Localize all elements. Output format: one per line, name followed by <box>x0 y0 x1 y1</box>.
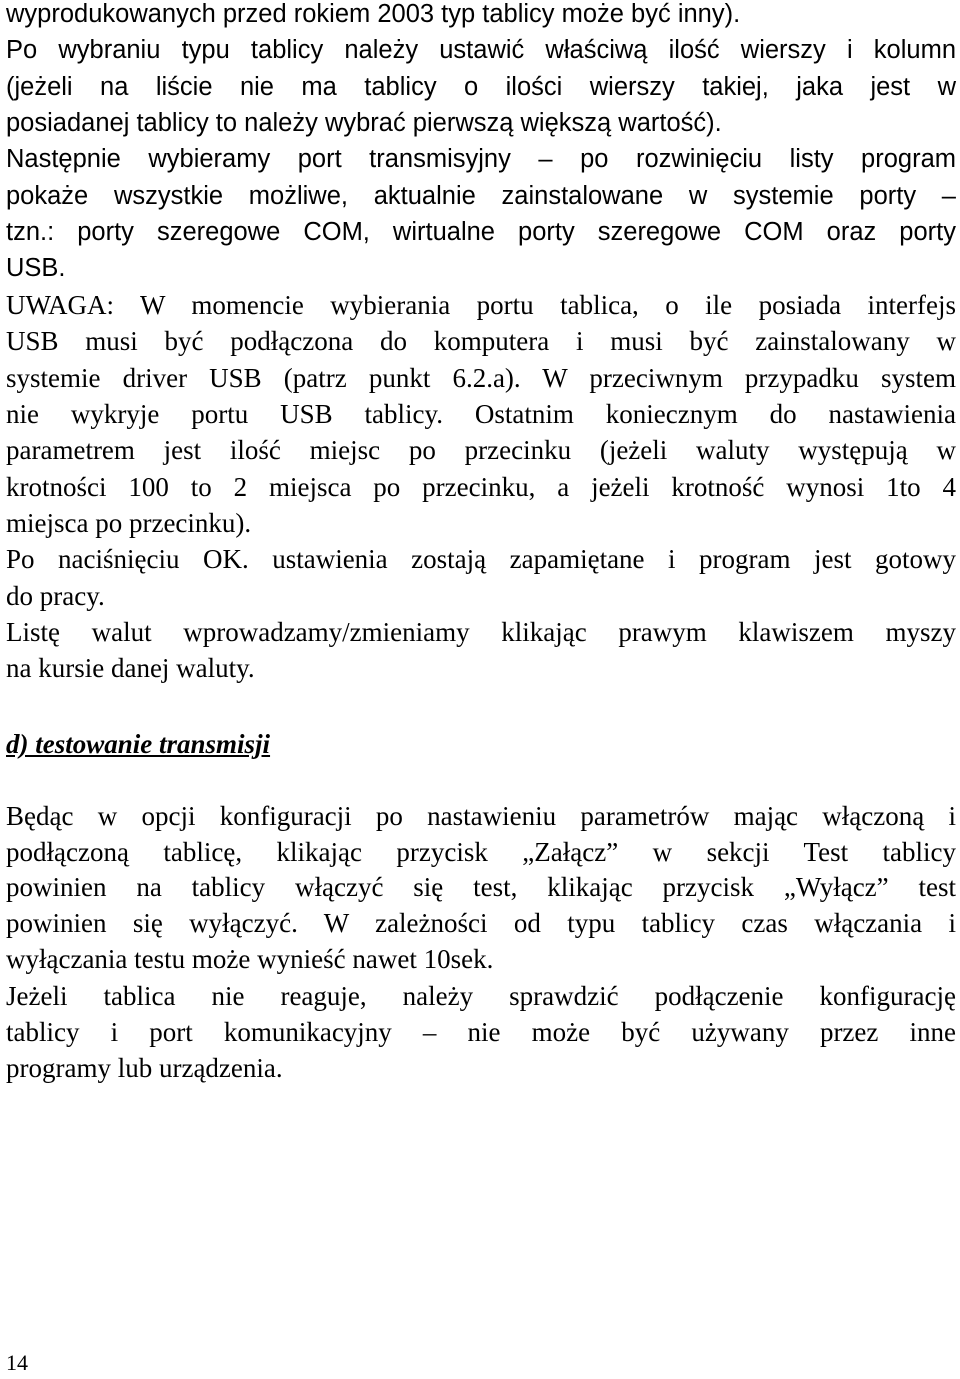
text-line: Następnie wybieramy port transmisyjny – po rozwinięciu listy program <box>6 145 956 173</box>
text-line: na kursie danej waluty. <box>6 653 255 683</box>
text-line: programy lub urządzenia. <box>6 1053 283 1083</box>
text-line: systemie driver USB (patrz punkt 6.2.a). W przeciwnym przypadku system <box>6 363 956 393</box>
text-line: USB musi być podłączona do komputera i musi być zainstalowany w <box>6 326 956 356</box>
text-line: pokaże wszystkie możliwe, aktualnie zainstalowane w systemie porty – <box>6 182 956 210</box>
text-line: do pracy. <box>6 581 105 611</box>
page-number: 14 <box>6 1350 28 1375</box>
text-line: miejsca po przecinku). <box>6 508 252 538</box>
text-line: nie wykryje portu USB tablicy. Ostatnim koniecznym do nastawienia <box>6 399 956 429</box>
text-line: posiadanej tablicy to należy wybrać pierwszą większą wartość). <box>6 109 722 137</box>
text-line: USB. <box>6 254 66 282</box>
text-line: podłączoną tablicę, klikając przycisk „Załącz” w sekcji Test tablicy <box>6 837 956 867</box>
text-line: powinien na tablicy włączyć się test, klikając przycisk „Wyłącz” test <box>6 872 956 902</box>
text-line: Listę walut wprowadzamy/zmieniamy klikając prawym klawiszem myszy <box>6 617 956 647</box>
text-line: parametrem jest ilość miejsc po przecinku (jeżeli waluty występują w <box>6 435 956 465</box>
text-line: tzn.: porty szeregowe COM, wirtualne porty szeregowe COM oraz porty <box>6 218 956 246</box>
text-line: Po naciśnięciu OK. ustawienia zostają zapamiętane i program jest gotowy <box>6 544 956 574</box>
text-line: wyłączania testu może wynieść nawet 10sek. <box>6 944 494 974</box>
text-line: UWAGA: W momencie wybierania portu tablica, o ile posiada interfejs <box>6 290 956 320</box>
text-line: wyprodukowanych przed rokiem 2003 typ tablicy może być inny). <box>6 0 741 28</box>
text-line: krotności 100 to 2 miejsca po przecinku, a jeżeli krotność wynosi 1to 4 <box>6 472 956 502</box>
text-line: tablicy i port komunikacyjny – nie może być używany przez inne <box>6 1017 956 1047</box>
text-line: Po wybraniu typu tablicy należy ustawić właściwą ilość wierszy i kolumn <box>6 36 956 64</box>
text-line: (jeżeli na liście nie ma tablicy o ilości wierszy takiej, jaka jest w <box>6 73 956 101</box>
section-heading: d) testowanie transmisji <box>6 729 271 759</box>
text-line: Jeżeli tablica nie reaguje, należy sprawdzić podłączenie konfigurację <box>6 981 956 1011</box>
text-line: Będąc w opcji konfiguracji po nastawieniu parametrów mając włączoną i <box>6 801 956 831</box>
text-line: powinien się wyłączyć. W zależności od typu tablicy czas włączania i <box>6 908 956 938</box>
